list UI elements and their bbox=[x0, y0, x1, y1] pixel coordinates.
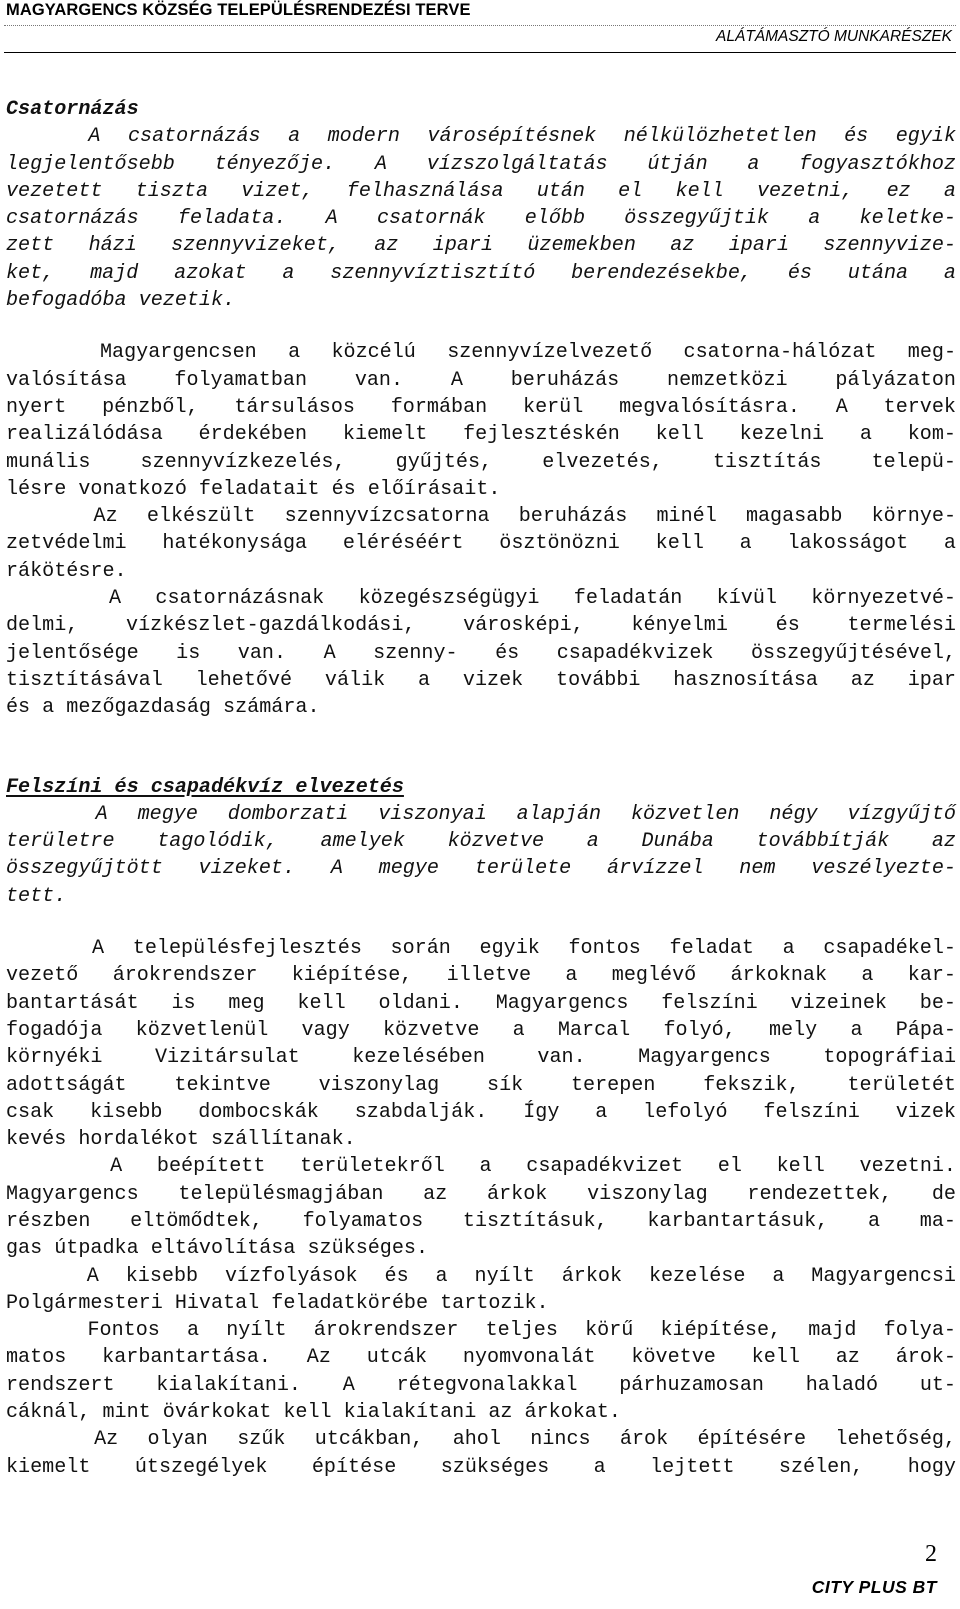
header-divider-solid bbox=[4, 52, 956, 53]
paragraph-line: gas útpadka eltávolítása szükséges. bbox=[6, 1237, 429, 1261]
paragraph-line: kiemelt útszegélyek építése szükséges a lejtett szélen, hogy bbox=[6, 1455, 956, 1479]
paragraph-line: vezető árokrendszer kiépítése, illetve a meglévő árkoknak a kar- bbox=[6, 964, 956, 988]
paragraph-gap bbox=[6, 910, 956, 935]
paragraph-line: matos karbantartása. Az utcák nyomvonalát követve kell az árok- bbox=[6, 1346, 956, 1370]
paragraph-line: munális szennyvízkezelés, gyűjtés, elvezetés, tisztítás telepü- bbox=[6, 450, 956, 474]
paragraph-line: Az olyan szűk utcákban, ahol nincs árok építésére lehetőség, bbox=[6, 1428, 956, 1452]
paragraph-line: cáknál, mint övárkokat kell kialakítani az árkokat. bbox=[6, 1401, 621, 1425]
paragraph-line: csak kisebb dombocskák szabdalják. Így a lefolyó felszíni vizek bbox=[6, 1100, 956, 1124]
paragraph-line: jelentősége is van. A szenny- és csapadékvizek összegyűjtésével, bbox=[6, 641, 956, 665]
paragraph-line: környéki Vizitársulat kezelésében van. Magyargencs topográfiai bbox=[6, 1046, 956, 1070]
paragraph-line: A megye domborzati viszonyai alapján közvetlen négy vízgyűjtő bbox=[6, 802, 956, 826]
paragraph-line: realizálódása érdekében kiemelt fejlesztéskén kell kezelni a kom- bbox=[6, 423, 956, 447]
paragraph-line: bantartását is meg kell oldani. Magyargencs felszíni vizeinek be- bbox=[6, 991, 956, 1015]
paragraph-line: A csatornázás a modern városépítésnek nélkülözhetetlen és egyik bbox=[6, 125, 956, 149]
paragraph-line: zetvédelmi hatékonysága eléréséért ösztönözni kell a lakosságot a bbox=[6, 532, 956, 556]
paragraph-line: Polgármesteri Hivatal feladatkörébe tartozik. bbox=[6, 1291, 549, 1315]
section-gap bbox=[6, 722, 956, 774]
paragraph-line: A beépített területekről a csapadékvizet el kell vezetni. bbox=[6, 1155, 956, 1179]
paragraph-line: tett. bbox=[6, 884, 67, 908]
document-body bbox=[6, 96, 956, 1481]
section-heading-felszini-viz: Felszíni és csapadékvíz elvezetés bbox=[6, 775, 404, 799]
paragraph-line: vezetett tiszta vizet, felhasználása után el kell vezetni, ez a bbox=[6, 179, 956, 203]
paragraph-line: valósítása folyamatban van. A beruházás nemzetközi pályázaton bbox=[6, 368, 956, 392]
paragraph-line: ket, majd azokat a szennyvíztisztító berendezésekbe, és utána a bbox=[6, 261, 956, 285]
paragraph-line: rendszert kialakítani. A rétegvonalakkal párhuzamosan haladó ut- bbox=[6, 1373, 956, 1397]
paragraph-line: Fontos a nyílt árokrendszer teljes körű kiépítése, majd folya- bbox=[6, 1319, 956, 1343]
paragraph-line: kevés hordalékot szállítanak. bbox=[6, 1128, 356, 1152]
paragraph-line: Magyargencsen a közcélú szennyvízelvezető csatorna-hálózat meg- bbox=[6, 341, 956, 365]
paragraph-line: A kisebb vízfolyások és a nyílt árkok kezelése a Magyargencsi bbox=[6, 1264, 956, 1288]
paragraph-line: befogadóba vezetik. bbox=[6, 289, 236, 313]
paragraph-line: zett házi szennyvizeket, az ipari üzemekben az ipari szennyvize- bbox=[6, 234, 956, 258]
document-header-subtitle: ALÁTÁMASZTÓ MUNKARÉSZEK bbox=[716, 28, 952, 45]
paragraph-line: területre tagolódik, amelyek közvetve a Dunába továbbítják az bbox=[6, 830, 956, 854]
paragraph-line: részben eltömődtek, folyamatos tisztításuk, karbantartásuk, a ma- bbox=[6, 1209, 956, 1233]
section-heading-csatornazas: Csatornázás bbox=[6, 98, 139, 121]
paragraph-line: legjelentősebb tényezője. A vízszolgáltatás útján a fogyasztókhoz bbox=[6, 152, 956, 176]
paragraph-line: adottságát tekintve viszonylag sík terepen fekszik, területét bbox=[6, 1073, 956, 1097]
document-header-title: MAGYARGENCS KÖZSÉG TELEPÜLÉSRENDEZÉSI TERVE bbox=[6, 1, 471, 19]
paragraph-line: A csatornázásnak közegészségügyi feladatán kívül környezetvé- bbox=[6, 587, 956, 611]
paragraph-gap bbox=[6, 314, 956, 339]
paragraph-line: delmi, vízkészlet-gazdálkodási, városképi, kényelmi és termelési bbox=[6, 614, 956, 638]
paragraph-line: csatornázás feladata. A csatornák előbb összegyűjtik a keletke- bbox=[6, 207, 956, 231]
paragraph-line: fogadója közvetlenül vagy közvetve a Marcal folyó, mely a Pápa- bbox=[6, 1018, 956, 1042]
paragraph-line: összegyűjtött vizeket. A megye területe árvízzel nem veszélyezte- bbox=[6, 857, 956, 881]
paragraph-line: nyert pénzből, társulásos formában kerül megvalósításra. A tervek bbox=[6, 395, 956, 419]
footer-company-name: CITY PLUS BT bbox=[811, 1577, 937, 1597]
paragraph-line: Az elkészült szennyvízcsatorna beruházás minél magasabb környe- bbox=[6, 505, 956, 529]
paragraph-line: tisztításával lehetővé válik a vizek további hasznosítása az ipar bbox=[6, 668, 956, 692]
paragraph-line: A településfejlesztés során egyik fontos feladat a csapadékel- bbox=[6, 937, 956, 961]
paragraph-line: lésre vonatkozó feladatait és előírásait. bbox=[6, 477, 501, 501]
header-divider-dotted bbox=[4, 25, 956, 26]
page-number: 2 bbox=[925, 1541, 937, 1567]
paragraph-line: Magyargencs településmagjában az árkok viszonylag rendezettek, de bbox=[6, 1182, 956, 1206]
paragraph-line: rákötésre. bbox=[6, 559, 127, 583]
paragraph-line: és a mezőgazdaság számára. bbox=[6, 696, 320, 720]
